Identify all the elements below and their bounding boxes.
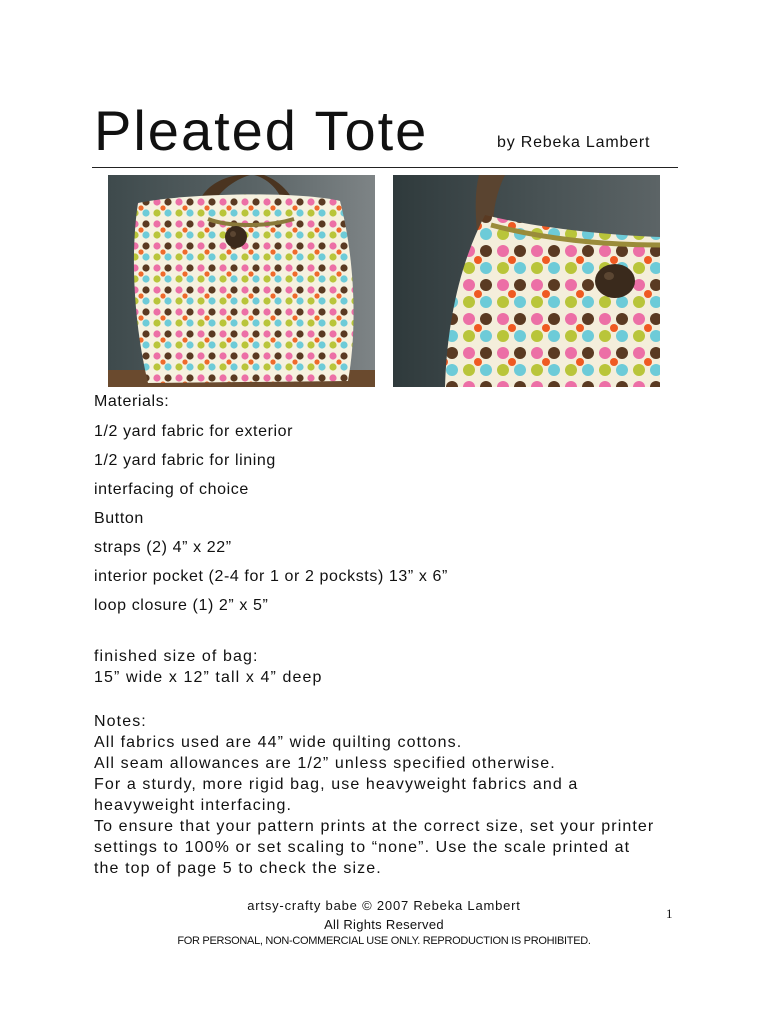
footer-rights: All Rights Reserved bbox=[324, 917, 444, 932]
notes-line: All seam allowances are 1/2” unless specified otherwise. bbox=[94, 755, 556, 772]
notes-section bbox=[94, 711, 654, 879]
title-divider bbox=[92, 167, 678, 168]
author-byline: by Rebeka Lambert bbox=[497, 134, 651, 151]
tote-photo-closeup bbox=[393, 175, 660, 387]
materials-item: Button bbox=[94, 510, 144, 527]
footer-credit: artsy-crafty babe © 2007 Rebeka Lambert bbox=[247, 898, 521, 913]
tote-photo-front bbox=[108, 175, 375, 387]
footer-notice: FOR PERSONAL, NON-COMMERCIAL USE ONLY. REPRODUCTION IS PROHIBITED. bbox=[177, 935, 591, 947]
materials-item: interior pocket (2-4 for 1 or 2 pocksts) 13” x 6” bbox=[94, 568, 448, 585]
polka-dot-tote-photo-closeup bbox=[393, 175, 660, 387]
notes-line: settings to 100% or set scaling to “none”. Use the scale printed at bbox=[94, 839, 631, 856]
notes-line: the top of page 5 to check the size. bbox=[94, 860, 382, 877]
polka-dot-tote-photo-front bbox=[108, 175, 375, 387]
page-number: 1 bbox=[666, 906, 673, 921]
notes-line: heavyweight interfacing. bbox=[94, 797, 293, 814]
finished-size-value: 15” wide x 12” tall x 4” deep bbox=[94, 669, 323, 686]
notes-line: For a sturdy, more rigid bag, use heavyweight fabrics and a bbox=[94, 776, 579, 793]
materials-heading: Materials: bbox=[94, 393, 170, 410]
materials-item: 1/2 yard fabric for lining bbox=[94, 452, 276, 469]
materials-item: interfacing of choice bbox=[94, 481, 249, 498]
notes-line: All fabrics used are 44” wide quilting cottons. bbox=[94, 734, 463, 751]
page-title: Pleated Tote bbox=[94, 99, 429, 162]
materials-item: loop closure (1) 2” x 5” bbox=[94, 597, 269, 614]
finished-size-section bbox=[94, 646, 322, 688]
notes-line: To ensure that your pattern prints at the correct size, set your printer bbox=[94, 818, 655, 835]
materials-item: straps (2) 4” x 22” bbox=[94, 539, 232, 556]
materials-item: 1/2 yard fabric for exterior bbox=[94, 423, 294, 440]
notes-heading: Notes: bbox=[94, 713, 147, 730]
finished-size-label: finished size of bag: bbox=[94, 648, 259, 665]
